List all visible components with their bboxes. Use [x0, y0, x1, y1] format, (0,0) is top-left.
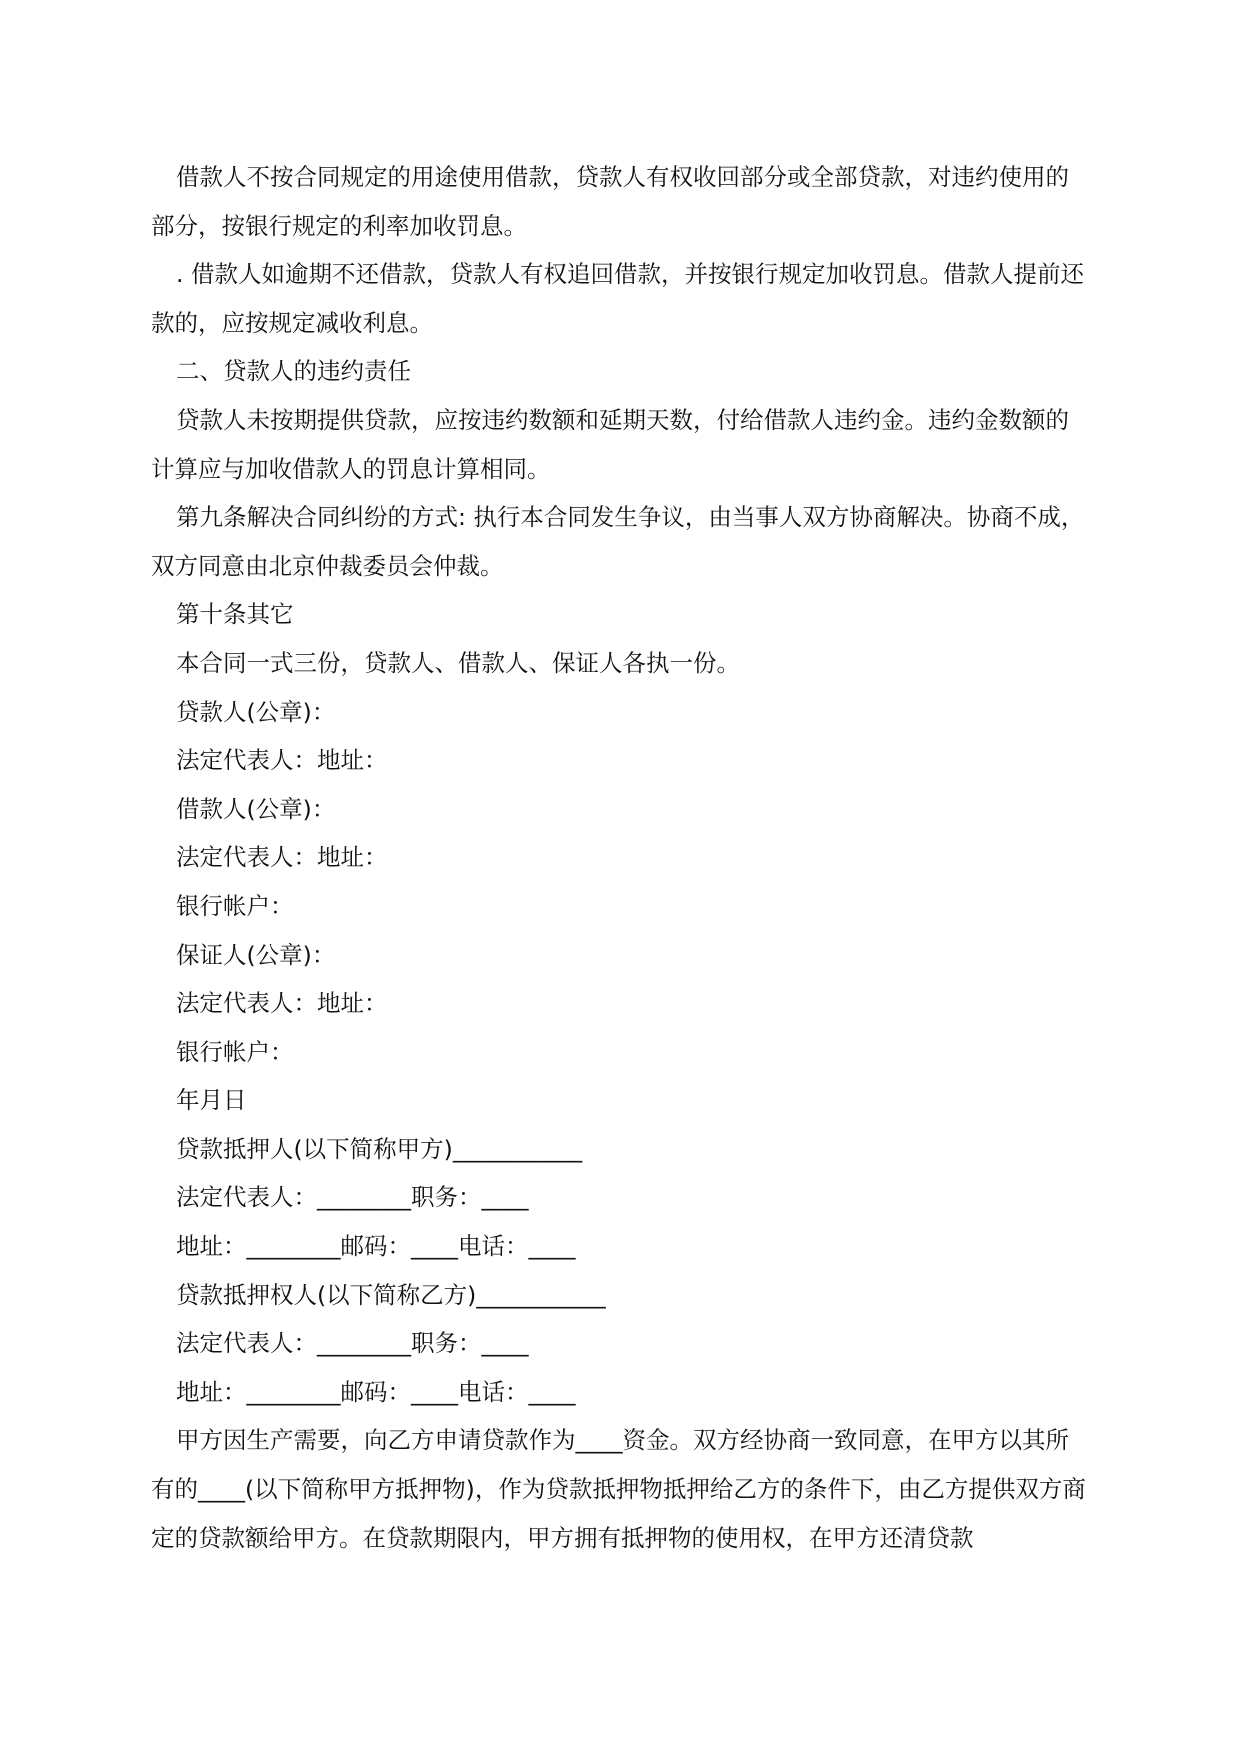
signature-date: 年月日: [176, 1086, 247, 1115]
heading-article-10: 第十条其它: [176, 600, 294, 629]
signature-borrower-representative: 法定代表人：地址：: [176, 843, 388, 872]
section-heading-lender-liability: 二、贷款人的违约责任: [176, 357, 411, 386]
signature-borrower-bank-account: 银行帐户：: [176, 891, 294, 920]
party-b-representative: 法定代表人：________职务：____: [176, 1329, 529, 1358]
party-b-address: 地址：________邮码：____电话：____: [176, 1377, 576, 1406]
signature-guarantor-bank-account: 银行帐户：: [176, 1037, 294, 1066]
paragraph-copies: 本合同一式三份，贷款人、借款人、保证人各执一份。: [176, 648, 740, 677]
party-b-mortgagee: 贷款抵押权人(以下简称乙方)___________: [176, 1280, 606, 1309]
signature-guarantor-seal: 保证人(公章)：: [176, 940, 336, 969]
signature-guarantor-representative: 法定代表人：地址：: [176, 989, 388, 1018]
paragraph-misuse-penalty: 借款人不按合同规定的用途使用借款，贷款人有权收回部分或全部贷款，对违约使用的部分，按银行规定的利率加收罚息。: [151, 163, 1069, 240]
party-a-mortgagor: 贷款抵押人(以下简称甲方)___________: [176, 1134, 583, 1163]
paragraph-article-9-disputes: 第九条解决合同纠纷的方式: 执行本合同发生争议，由当事人双方协商解决。协商不成，双方同意由北京仲裁委员会仲裁。: [151, 503, 1085, 580]
document-body: [151, 153, 1091, 1562]
paragraph-mortgage-terms: 甲方因生产需要，向乙方申请贷款作为____资金。双方经协商一致同意，在甲方以其所有的____(以下简称甲方抵押物)，作为贷款抵押物抵押给乙方的条件下，由乙方提供双方商定的贷款额给甲方。在贷款期限内，甲方拥有抵押物的使用权，在甲方还清贷款: [151, 1426, 1086, 1552]
party-a-representative: 法定代表人：________职务：____: [176, 1183, 529, 1212]
signature-lender-seal: 贷款人(公章)：: [176, 697, 336, 726]
party-a-address: 地址：________邮码：____电话：____: [176, 1232, 576, 1261]
paragraph-overdue-penalty: . 借款人如逾期不还借款，贷款人有权追回借款，并按银行规定加收罚息。借款人提前还款的，应按规定减收利息。: [151, 260, 1084, 337]
signature-borrower-seal: 借款人(公章)：: [176, 794, 336, 823]
signature-lender-representative: 法定代表人：地址：: [176, 746, 388, 775]
paragraph-lender-default: 贷款人未按期提供贷款，应按违约数额和延期天数，付给借款人违约金。违约金数额的计算应与加收借款人的罚息计算相同。: [151, 405, 1069, 483]
